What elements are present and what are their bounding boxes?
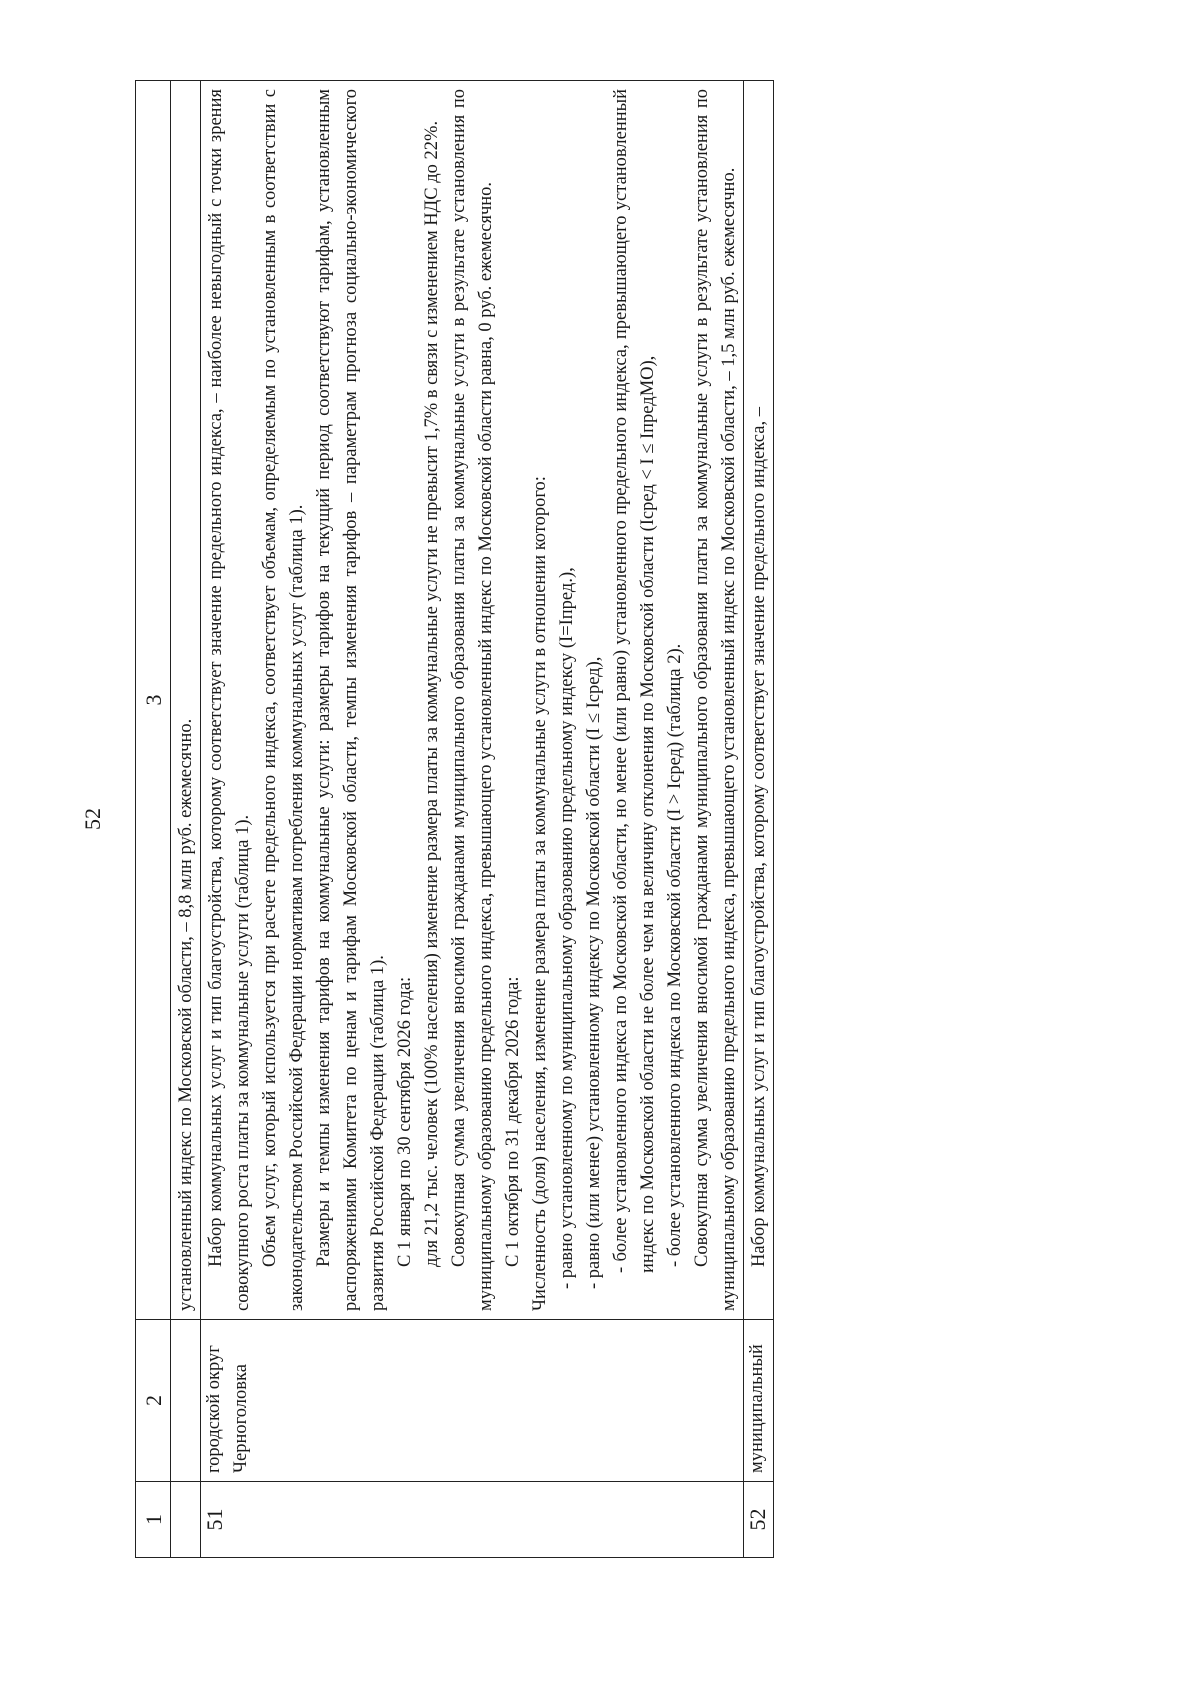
paragraph: С 1 октября по 31 декабря 2026 года: xyxy=(503,976,523,1267)
municipal-index-table xyxy=(135,80,774,1558)
list-item: - более установленного индекса по Московской области, но менее (или равно) установленного предельного индекса, превышающего установленный индекс по Московской области не более чем на величину отклонения по Московской области (Iсред < I ≤ IпредМО), xyxy=(611,89,658,1273)
rotated-table-area xyxy=(80,80,1110,1558)
continued-text: установленный индекс по Московской области, – 8,8 млн руб. ежемесячно. xyxy=(176,718,196,1311)
cell-empty xyxy=(171,1320,201,1482)
table-row-51 xyxy=(201,81,744,1558)
list-item: - равно установленному по муниципальному образованию предельному индексу (I=Iпред.), xyxy=(557,567,577,1289)
row-52-description xyxy=(744,81,774,1320)
paragraph: для 21,2 тыс. человек (100% населения) изменение размера платы за коммунальные услуги не превысит 1,7% в связи с изменением НДС до 22%. xyxy=(422,120,442,1267)
cell-empty xyxy=(171,1482,201,1558)
paragraph: С 1 января по 30 сентября 2026 года: xyxy=(395,976,415,1267)
list-item: - равно (или менее) установленному индексу по Московской области (I ≤ Iсред), xyxy=(584,656,604,1289)
header-col-3: 3 xyxy=(136,81,171,1320)
paragraph: Объем услуг, который используется при расчете предельного индекса, соответствует объемам, определяемым по установленным в соответствии с законодательством Российской Федерации нормативам потребления коммунальных услуг (таблица 1). xyxy=(260,89,307,1311)
paragraph: Совокупная сумма увеличения вносимой гражданами муниципального образования платы за коммунальные услуги в результате установления по муниципальному образованию предельного индекса, превышающего установленный индекс по Московской области равна, 0 руб. ежемесячно. xyxy=(449,89,496,1311)
table-header-row xyxy=(136,81,171,1558)
list-item: - более установленного индекса по Московской области (I > Iсред) (таблица 2). xyxy=(665,643,685,1267)
paragraph: Размеры и темпы изменения тарифов на коммунальные услуги: размеры тарифов на текущий период соответствуют тарифам, установленным распоряжениями Комитета по ценам и тарифам Московской области, темпы изменения тарифов – параметрам прогноза социально-экономического развития Российской Федерации (таблица 1). xyxy=(314,89,388,1311)
row-51-description xyxy=(201,81,744,1320)
paragraph: Совокупная сумма увеличения вносимой гражданами муниципального образования платы за коммунальные услуги в результате установления по муниципальному образованию предельного индекса, превышающего установленный индекс по Московской области, – 1,5 млн руб. ежемесячно. xyxy=(692,89,739,1311)
row-51-municipality: городской округ Черноголовка xyxy=(201,1320,744,1482)
row-51-number: 51 xyxy=(201,1482,744,1558)
cell-continued-text xyxy=(171,81,201,1320)
table-row-52 xyxy=(744,81,774,1558)
paragraph: Численность (доля) населения, изменение размера платы за коммунальные услуги в отношении которого: xyxy=(530,476,550,1311)
header-col-1: 1 xyxy=(136,1482,171,1558)
header-col-2: 2 xyxy=(136,1320,171,1482)
page-number: 52 xyxy=(80,808,105,830)
paragraph: Набор коммунальных услуг и тип благоустройства, которому соответствует значение предельного индекса, – xyxy=(749,407,769,1267)
paragraph: Набор коммунальных услуг и тип благоустройства, которому соответствует значение предельного индекса, – наиболее невыгодный с точки зрения совокупного роста платы за коммунальные услуги (таблица 1). xyxy=(206,89,253,1311)
row-52-municipality: муниципальный xyxy=(744,1320,774,1482)
table-row-continued xyxy=(171,81,201,1558)
row-52-number: 52 xyxy=(744,1482,774,1558)
